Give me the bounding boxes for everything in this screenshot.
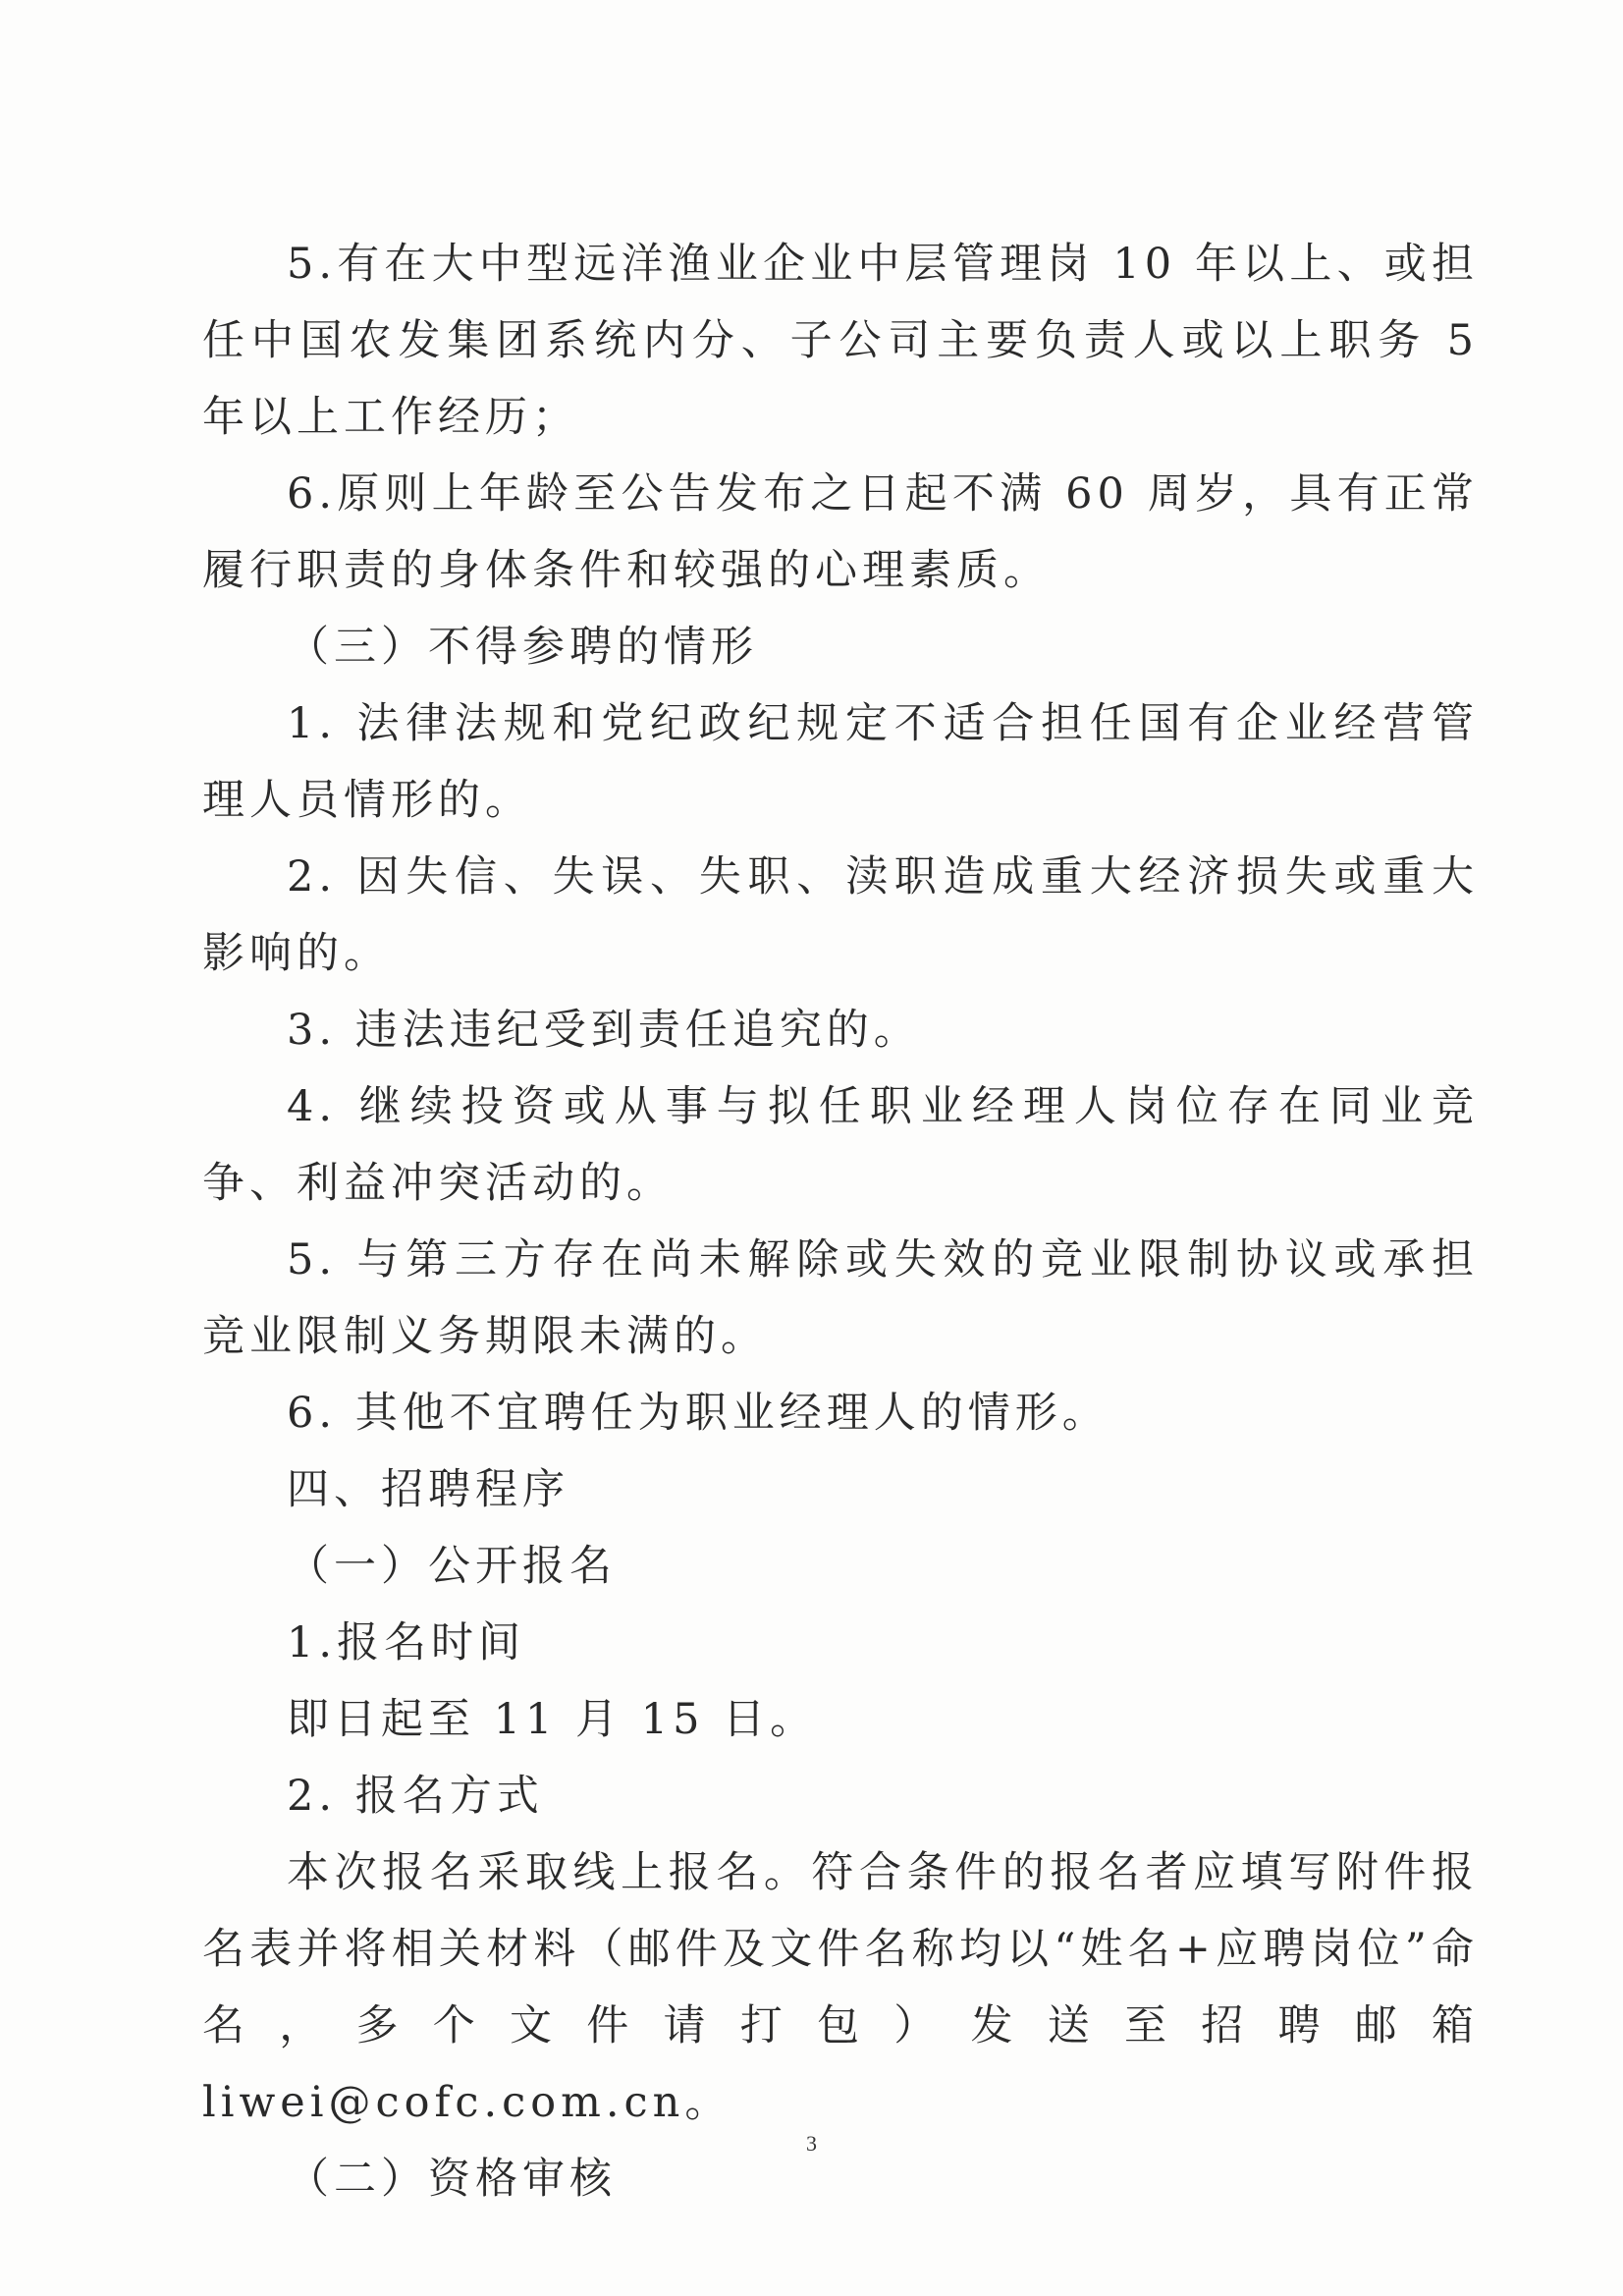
paragraph-qualification-5: 5.有在大中型远洋渔业企业中层管理岗 10 年以上、或担任中国农发集团系统内分、子公司主要负责人或以上职务 5 年以上工作经历； bbox=[202, 240, 1479, 442]
item-registration-method: 2. 报名方式 bbox=[287, 1772, 544, 1821]
item-registration-time: 1.报名时间 bbox=[287, 1618, 526, 1667]
paragraph-disqualification-5: 5. 与第三方存在尚未解除或失效的竞业限制协议或承担竞业限制义务期限未满的。 bbox=[202, 1235, 1479, 1361]
paragraph-disqualification-3: 3. 违法违纪受到责任追究的。 bbox=[287, 1006, 921, 1055]
paragraph-registration-instructions: 本次报名采取线上报名。符合条件的报名者应填写附件报名表并将相关材料（邮件及文件名称均以“姓名+应聘岗位”命名，多个文件请打包）发送至招聘邮箱 liwei@cofc.com.cn。 bbox=[202, 1848, 1479, 2127]
paragraph-disqualification-4: 4. 继续投资或从事与拟任职业经理人岗位存在同业竞争、利益冲突活动的。 bbox=[202, 1082, 1479, 1208]
paragraph-disqualification-2: 2. 因失信、失误、失职、渎职造成重大经济损失或重大影响的。 bbox=[202, 852, 1479, 978]
subheading-disqualifications: （三）不得参聘的情形 bbox=[287, 623, 758, 672]
subheading-qualification-review: （二）资格审核 bbox=[287, 2155, 617, 2204]
paragraph-disqualification-1: 1. 法律法规和党纪政纪规定不适合担任国有企业经营管理人员情形的。 bbox=[202, 699, 1479, 825]
page-number: 3 bbox=[806, 2131, 817, 2156]
paragraph-disqualification-6: 6. 其他不宜聘任为职业经理人的情形。 bbox=[287, 1389, 1109, 1438]
section-heading-recruitment-procedure: 四、招聘程序 bbox=[287, 1465, 569, 1514]
document-body bbox=[202, 226, 1479, 2217]
paragraph-registration-deadline: 即日起至 11 月 15 日。 bbox=[287, 1695, 818, 1744]
paragraph-qualification-6: 6.原则上年龄至公告发布之日起不满 60 周岁，具有正常履行职责的身体条件和较强的心理素质。 bbox=[202, 469, 1479, 595]
subheading-public-registration: （一）公开报名 bbox=[287, 1542, 617, 1591]
